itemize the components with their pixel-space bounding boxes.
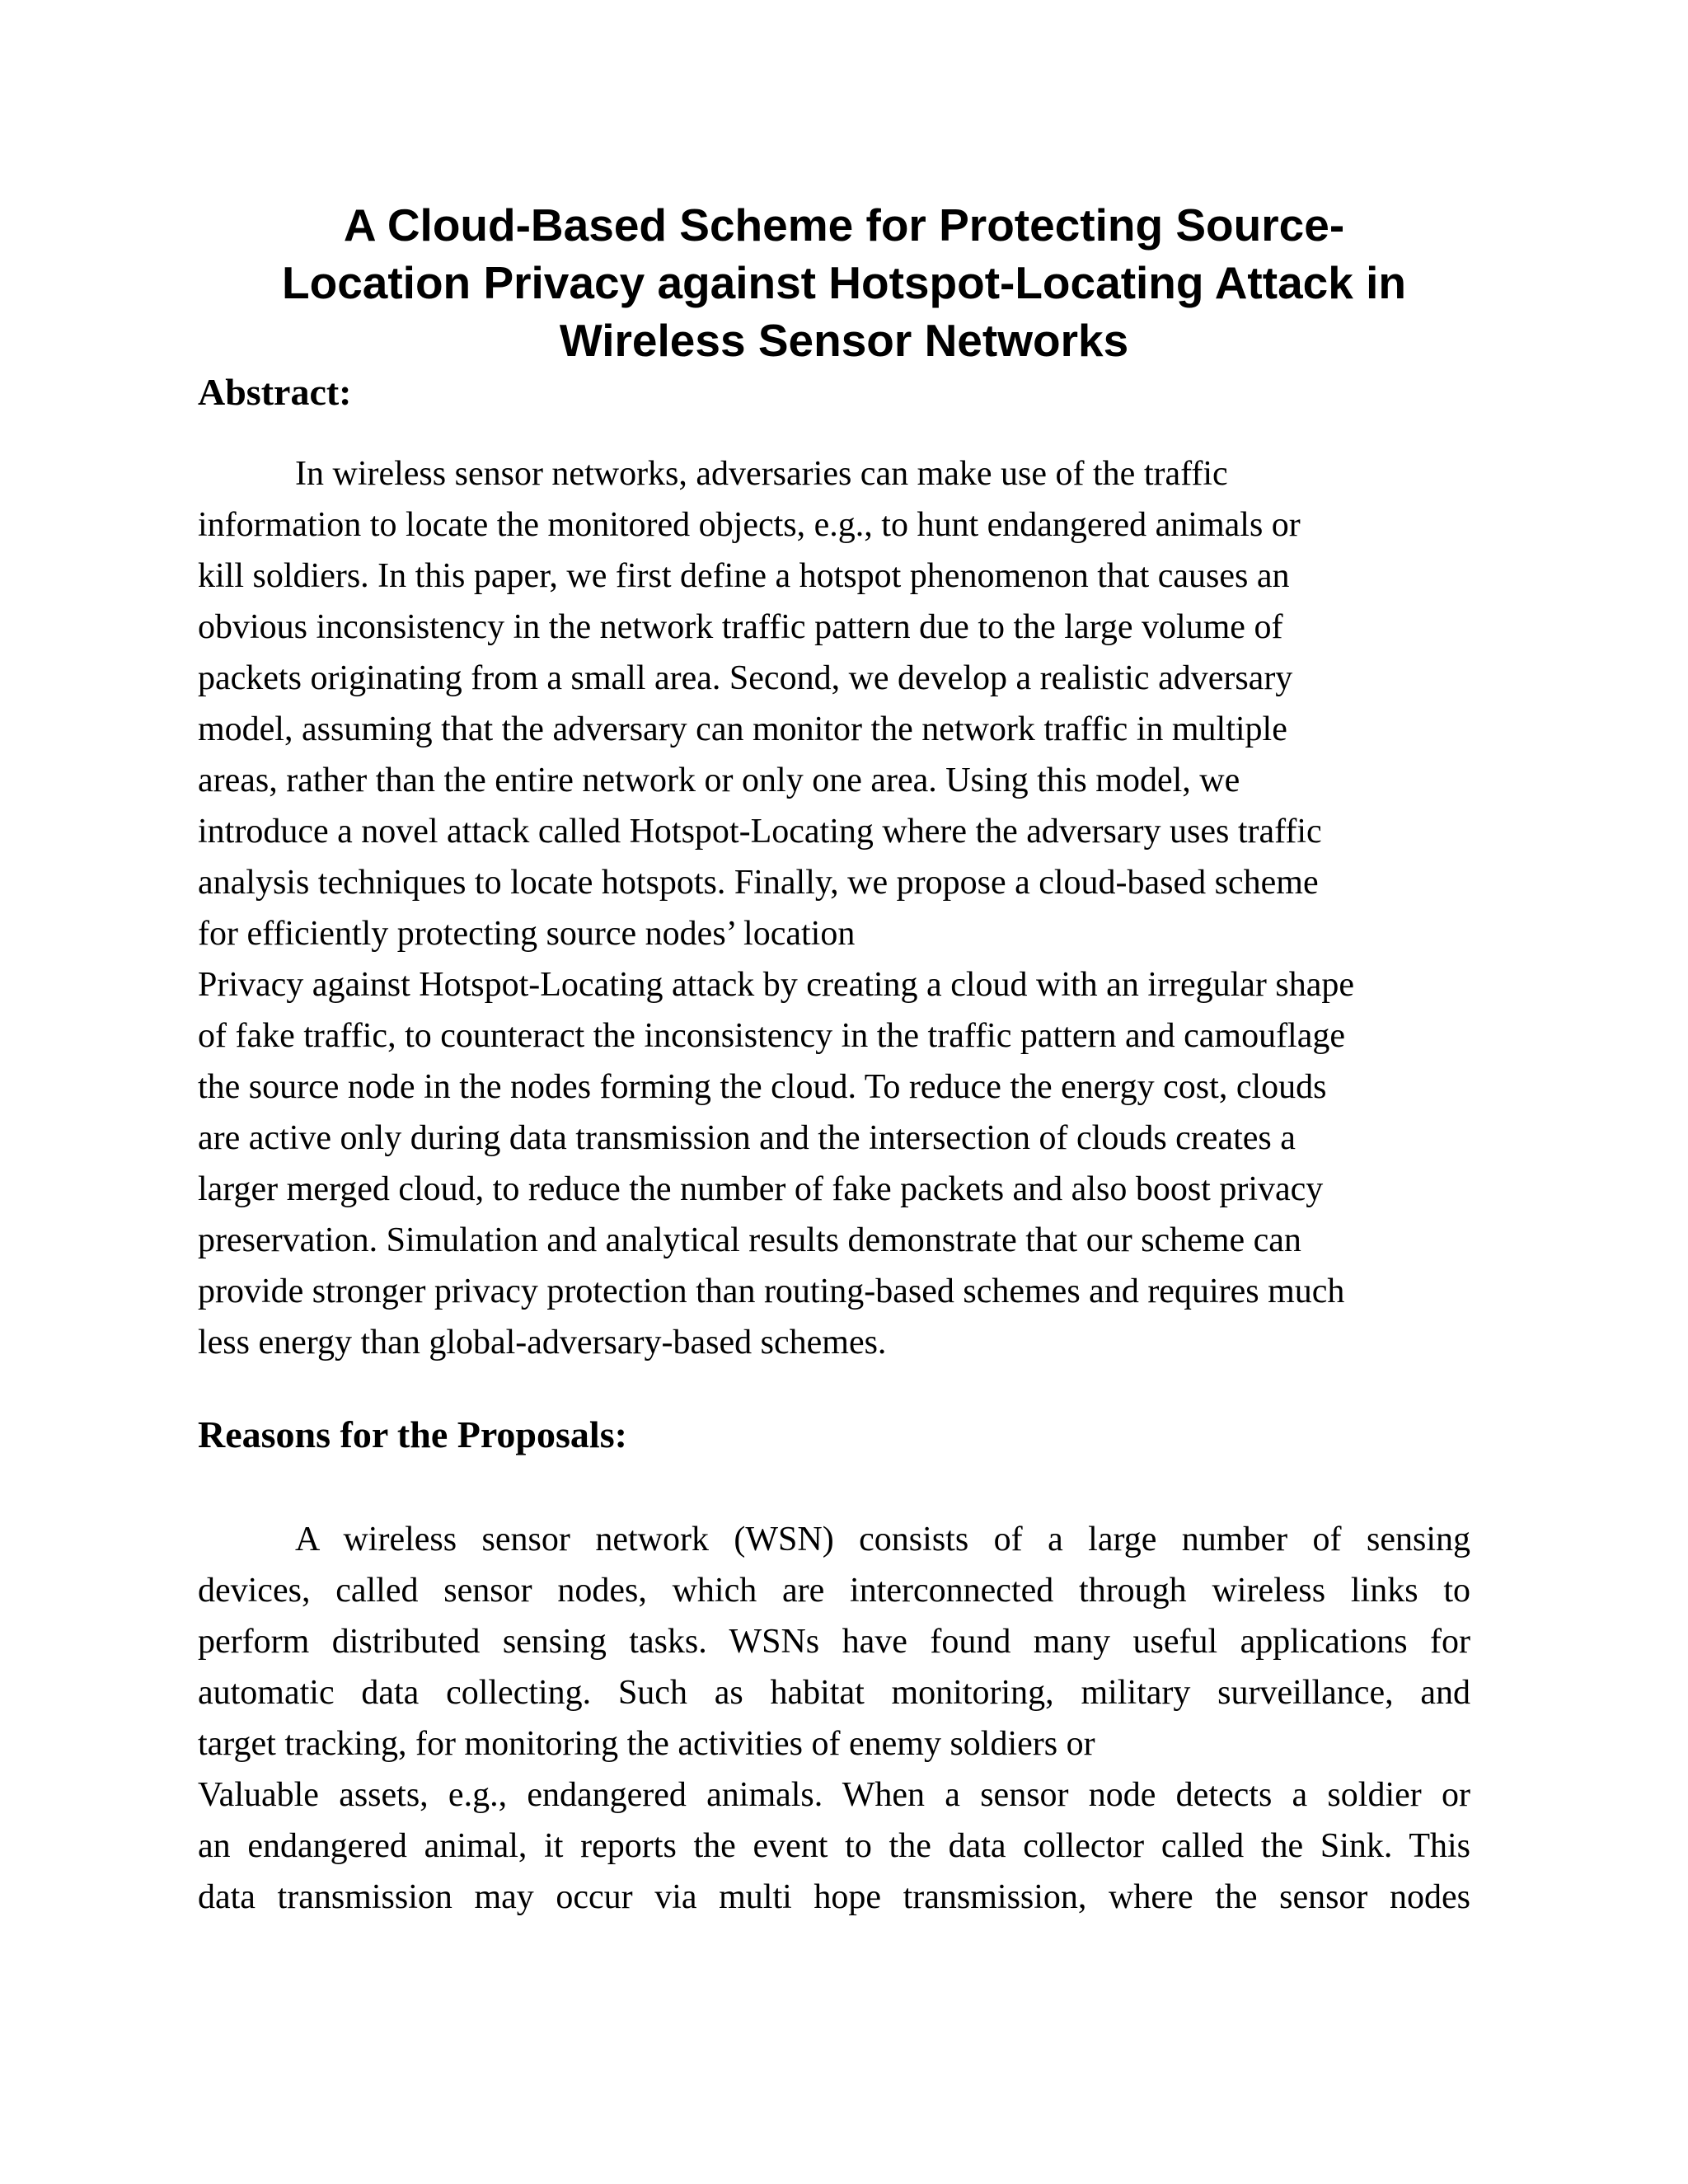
title-line: A Cloud-Based Scheme for Protecting Source- (343, 199, 1345, 251)
title-line: Wireless Sensor Networks (559, 315, 1129, 366)
text-line: for efficiently protecting source nodes’ location (198, 915, 856, 953)
text-line: devices, called sensor nodes, which are interconnected through wireless links to (198, 1572, 1470, 1610)
text-line: Valuable assets, e.g., endangered animals. When a sensor node detects a soldier or (198, 1776, 1470, 1814)
abstract-heading: Abstract: (198, 371, 352, 413)
text-line: data transmission may occur via multi hope transmission, where the sensor nodes (198, 1878, 1470, 1916)
title-line: Location Privacy against Hotspot-Locating Attack in (282, 257, 1406, 308)
text-line: less energy than global-adversary-based schemes. (198, 1324, 887, 1361)
abstract-paragraph (198, 448, 1470, 1368)
text-line: kill soldiers. In this paper, we first define a hotspot phenomenon that causes an (198, 557, 1290, 595)
text-line: preservation. Simulation and analytical results demonstrate that our scheme can (198, 1221, 1301, 1259)
text-line: the source node in the nodes forming the cloud. To reduce the energy cost, clouds (198, 1068, 1327, 1106)
text-line: model, assuming that the adversary can monitor the network traffic in multiple (198, 710, 1287, 748)
reasons-heading: Reasons for the Proposals: (198, 1413, 627, 1455)
text-line: target tracking, for monitoring the activities of enemy soldiers or (198, 1725, 1095, 1763)
text-line: larger merged cloud, to reduce the number of fake packets and also boost privacy (198, 1170, 1324, 1208)
text-line: packets originating from a small area. Second, we develop a realistic adversary (198, 659, 1293, 697)
text-line: perform distributed sensing tasks. WSNs have found many useful applications for (198, 1623, 1470, 1661)
text-line: In wireless sensor networks, adversaries can make use of the traffic (295, 455, 1228, 493)
text-line: obvious inconsistency in the network traffic pattern due to the large volume of (198, 608, 1283, 646)
text-line: areas, rather than the entire network or only one area. Using this model, we (198, 762, 1240, 799)
text-line: information to locate the monitored objects, e.g., to hunt endangered animals or (198, 506, 1301, 544)
reasons-paragraph (198, 1514, 1470, 1923)
text-line: are active only during data transmission and the intersection of clouds creates a (198, 1119, 1296, 1157)
text-line: A wireless sensor network (WSN) consists of a large number of sensing (295, 1521, 1470, 1558)
text-line: introduce a novel attack called Hotspot-Locating where the adversary uses traffic (198, 813, 1322, 851)
text-line: automatic data collecting. Such as habitat monitoring, military surveillance, and (198, 1674, 1470, 1712)
text-line: provide stronger privacy protection than routing-based schemes and requires much (198, 1272, 1345, 1310)
text-line: an endangered animal, it reports the event to the data collector called the Sink. This (198, 1827, 1470, 1865)
document-title (198, 196, 1490, 369)
text-line: analysis techniques to locate hotspots. Finally, we propose a cloud-based scheme (198, 864, 1319, 902)
text-line: of fake traffic, to counteract the inconsistency in the traffic pattern and camouflage (198, 1017, 1346, 1055)
text-line: Privacy against Hotspot-Locating attack by creating a cloud with an irregular shape (198, 966, 1355, 1004)
